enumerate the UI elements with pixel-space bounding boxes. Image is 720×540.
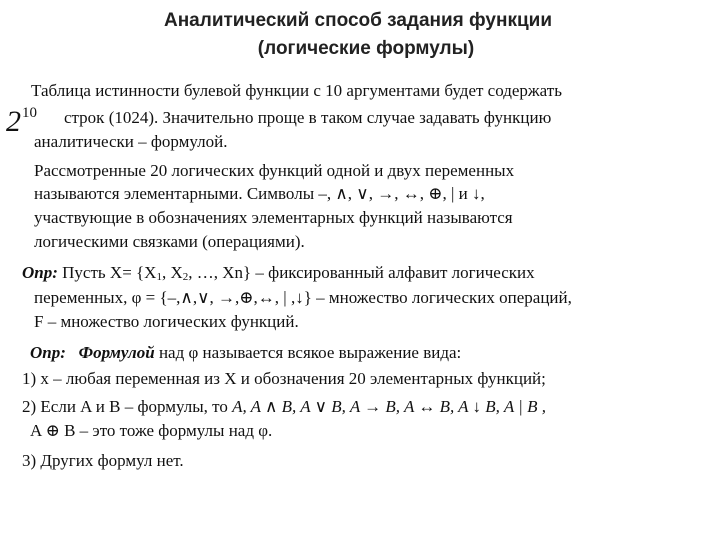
- definition1-line2: переменных, φ = {–,∧,∨, →,⊕,↔, | ,↓} – множество логических операций,: [34, 288, 572, 307]
- rule-item2-continuation: A ⊕ B – это тоже формулы над φ.: [30, 421, 273, 440]
- power-of-two: [6, 96, 37, 139]
- definition1-sub2: 2: [182, 271, 189, 283]
- definition1-sub1: 1: [156, 271, 162, 283]
- elementary-line4: логическими связками (операциями).: [34, 232, 305, 251]
- definition2-term: Формулой: [78, 343, 155, 362]
- rule-item1: 1) x – любая переменная из X и обозначения 20 элементарных функций;: [22, 369, 546, 388]
- definition2-label: Опр:: [30, 343, 66, 362]
- definition1-label: Опр:: [22, 263, 58, 282]
- rule-item3: 3) Других формул нет.: [22, 451, 184, 470]
- intro-line1: Таблица истинности булевой функции с 10 аргументами будет содержать: [31, 81, 562, 100]
- definition2-text: над φ называется всякое выражение вида:: [154, 343, 462, 362]
- definition1-text-a: Пусть X= {X: [57, 263, 157, 282]
- intro-line2: строк (1024). Значительно проще в таком случае задавать функцию: [64, 108, 552, 127]
- power-exponent: 10: [22, 105, 37, 121]
- definition1-text-c: , …, Xn} – фиксированный алфавит логических: [188, 263, 535, 282]
- definition1-line3: F – множество логических функций.: [34, 312, 299, 331]
- elementary-line2: называются элементарными. Символы –, ∧, ∨, →, ↔, ⊕, | и ↓,: [34, 184, 485, 203]
- elementary-line1: Рассмотренные 20 логических функций одной и двух переменных: [34, 161, 515, 180]
- rule-item2-formulas: A, A ∧ B, A ∨ B, A → B, A ↔ B, A ↓ B, A | B ,: [232, 397, 546, 416]
- slide-title-line1: Аналитический способ задания функции: [163, 10, 553, 31]
- definition1-line1: [22, 262, 535, 288]
- intro-line3: аналитически – формулой.: [34, 132, 228, 151]
- definition2-line: [30, 342, 461, 364]
- power-base: 2: [6, 105, 21, 138]
- rule-item2: [22, 396, 546, 418]
- rule-item2-text: 2) Если A и B – формулы, то: [22, 397, 228, 416]
- definition1-text-b: , X: [161, 263, 183, 282]
- elementary-line3: участвующие в обозначениях элементарных функций называются: [34, 208, 513, 227]
- slide-title-line2: (логические формулы): [257, 38, 475, 59]
